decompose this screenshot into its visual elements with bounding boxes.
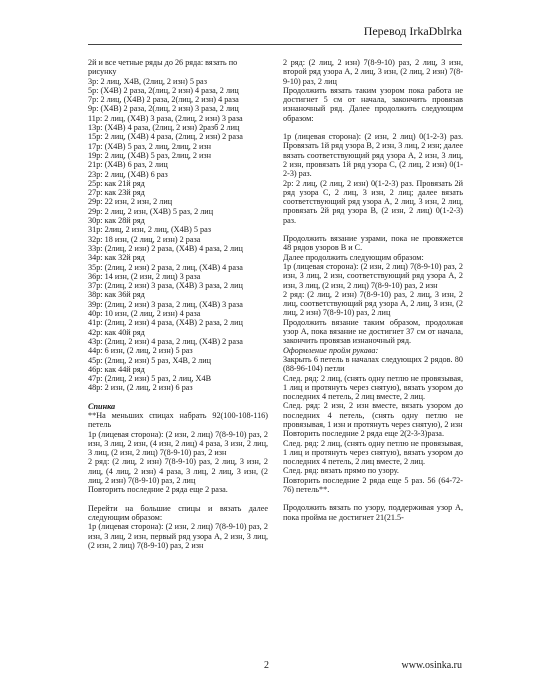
text-line: 33р: (2лиц, 2 изн) 2 раза, (Х4В) 4 раза, 2 лиц [88,243,243,253]
right-column [283,58,463,522]
text-line: 9р: (Х4В) 2 раза, 2(лиц, 2 изн) 3 раза, 2 лиц [88,104,239,114]
text-line: 1р (лицевая сторона): (2 изн, 2 лиц) 7(8-9-10) раз, 2 изн, 3 лиц, 2 изн, первый ряд узора А, 2 изн, 3 лиц, (2 изн, 2 лиц) 7(8-9-10) раз, 2 изн [88,522,268,550]
text-line: 27р: как 23й ряд [88,188,145,198]
text-line: Продолжить вязать по узору, поддерживая узор А, пока пройма не достигнет 21(21.5- [283,503,463,522]
text-line: 1р (лицевая сторона): (2 изн, 2 лиц) 0(1-2-3) раз. Провязать 1й ряд узора В, 2 изн, 3 лиц, 2 изн; далее вязать соответствующий ряд узора А, 2 изн, 3 лиц, 2 изн, провязать 1й ряд узора С, (2 лиц, 2 изн) 0(1-2-3) раз. [283,132,463,179]
text-line: 2 ряд: (2 лиц, 2 изн) 7(8-9-10) раз, 2 лиц, 3 изн, 2 лиц, (4 лиц, 2 изн) 4 раза, 3 лиц, 2 лиц, 3 изн, (2 лиц, 2 изн) 7(8-9-10) раз, 2 лиц [88,457,268,486]
text-line: 36р: 14 изн, (2 изн, 2 лиц) 3 раза [88,271,201,281]
text-line: 2р: 2 лиц, (2 лиц, 2 изн) 0(1-2-3) раз. Провязать 2й ряд узора С, 2 лиц, 3 изн, 2 лиц; далее вязать соответствующий ряд узора А, 2 лиц, 3 изн, 2 лиц, провязать 2й ряд узора В, (2 изн, 2 лиц) 0(1-2-3) раз. [283,178,463,225]
right-text [283,58,463,346]
text-line: рисунку [88,67,117,77]
blank-line [283,494,463,503]
text-line: 2 ряд: (2 лиц, 2 изн) 7(8-9-10) раз, 2 лиц, 3 изн, 2 лиц, соответствующий ряд узора А, 2 лиц, 3 изн, (2 лиц, 2 изн) 7(8-9-10) раз, 2 лиц [283,289,463,318]
text-line: 13р: (Х4В) 4 раза, (2лиц, 2 изн) 2разб 2 лиц [88,123,240,133]
text-line: 46р: как 44й ряд [88,364,145,374]
left-column [88,58,268,550]
site-url: www.osinka.ru [401,660,462,671]
text-line: Продолжить вязание таким образом, продолжая узор А, пока вязание не достигнет 37 см от начала, закончить провязав изнаночный ряд. [283,317,463,346]
text-line: 3р: 2 лиц, Х4В, (2лиц, 2 изн) 5 раз [88,76,207,86]
text-line: 34р: как 32й ряд [88,253,145,263]
text-line: 23р: 2 лиц, (Х4В) 6 раз [88,169,168,179]
pattern-rows [88,58,268,393]
text-line: 39р: (2лиц, 2 изн) 3 раза, 2 лиц, (Х4В) 3 раза [88,299,243,309]
text-line: 29р: 22 изн, 2 изн, 2 лиц [88,197,173,207]
text-line: 32р: 18 изн, (2 лиц, 2 изн) 2 раза [88,234,201,244]
text-line: 43р: (2лиц, 2 изн) 4 раза, 2 лиц, (Х4В) 2 раза [88,336,243,346]
armhole-title: Оформление пройм рукава: [283,345,379,355]
text-line: 37р: (2лиц, 2 изн) 3 раза, (Х4В) 3 раза, 2 лиц [88,281,243,291]
text-line: Продолжить вязать таким узором пока работа не достигнет 5 см от начала, закончить провязав изнаночный ряд. Далее продолжить следующим образом: [283,85,463,123]
section-title-back: Спинка [88,401,116,411]
blank-line [283,225,463,234]
text-line: **На меньших спицах набрать 92(100-108-116) петель [88,410,268,430]
text-line: 47р: (2лиц, 2 изн) 5 раз, 2 лиц, Х4В [88,374,212,384]
text-line: 21р: (Х4В) 6 раз, 2 лиц [88,160,168,170]
text-line: 42р: как 40й ряд [88,327,145,337]
text-line: 11р: 2 лиц, (Х4В) 3 раза, (2лиц, 2 изн) 3 раза [88,113,243,123]
text-line: 30р: как 28й ряд [88,216,145,226]
text-line: Далее продолжить следующим образом: [283,252,424,262]
text-line: 48р: 2 изн, (2 лиц, 2 изн) 6 раз [88,383,193,393]
text-line: 35р: (2лиц, 2 изн) 2 раза, 2 лиц, (Х4В) 4 раза [88,262,243,272]
armhole-text [283,355,463,522]
text-line: 2й и все четные ряды до 26 ряда: вязать по [88,58,238,67]
blank-line [88,495,268,504]
text-line: След. ряд: 2 изн, 2 изн вместе, вязать узором до последних 4 петель, (снять одну петлю не провязывая, 1 изн и протянуть через снятую), 2 изн [283,401,463,429]
text-line: 15р: 2 лиц, (Х4В) 4 раза, (2лиц, 2 изн) 2 раза [88,132,243,142]
text-line: 45р: (2лиц, 2 изн) 5 раз, Х4В, 2 лиц [88,355,212,365]
blank-line [283,123,463,132]
text-line: 2 ряд: (2 лиц, 2 изн) 7(8-9-10) раз, 2 лиц, 3 изн, второй ряд узора А, 2 лиц, 3 изн, (2 лиц, 2 изн) 7(8-9-10) раз, 2 лиц [283,58,463,86]
text-line: 17р: (Х4В) 5 раз, 2 лиц, 2лиц, 2 изн [88,141,212,151]
text-line: След. ряд: 2 лиц, (снять одну петлю не провязывая, 1 лиц и протянуть через снятую), вязать узором до последних 4 петель, 2 лиц вместе, 2 лиц. [283,373,463,402]
text-line: Повторить последние 2 ряда еще 2 раза. [88,485,228,495]
text-line: 29р: 2 лиц, 2 изн, (Х4В) 5 раз, 2 лиц [88,206,214,216]
text-line: 44р: 6 изн, (2 лиц, 2 изн) 5 раз [88,346,193,356]
text-line: 38р: как 36й ряд [88,290,145,300]
header-title: Перевод IrkaDblrka [363,24,462,38]
page-footer [88,660,462,674]
text-line: 1р (лицевая сторона): (2 изн, 2 лиц) 7(8-9-10) раз, 2 изн, 3 лиц, 2 изн, (4 изн, 2 лиц) 4 раза, 3 изн, 2 лиц, 3 лиц, (2 изн, 2 лиц) 7(8-9-10) раз, 2 изн [88,429,268,458]
text-line: Продолжить вязание узрами, пока не провяжется 48 рядов узоров В и С. [283,234,463,253]
text-line: След. ряд: 2 лиц, (снять одну петлю не провязывая, 1 лиц и протянуть через снятую), вязать узором до последних 4 петель, 2 лиц вместе, 2 лиц. [283,438,463,467]
text-line: След. ряд: вязать прямо по узору. [283,466,399,476]
text-line: Повторить последние 2 ряда еще 2(2-3-3)раза. [283,429,444,439]
text-line: Перейти на большие спицы и вязать далее следующим образом: [88,503,268,522]
text-line: 25р: как 21й ряд [88,178,145,188]
text-line: Закрыть 6 петель в началах следующих 2 рядов. 80 (88-96-104) петли [283,354,463,374]
text-line: 7р: 2 лиц, (Х4В) 2 раза, 2(лиц, 2 изн) 4 раза [88,95,239,105]
back-section-text [88,411,268,550]
text-line: 19р: 2 лиц, (Х4В) 5 раз, 2лиц, 2 изн [88,150,212,160]
text-line: 1р (лицевая сторона): (2 изн, 2 лиц) 7(8-9-10) раз, 2 изн, 3 лиц, 2 изн, соответствующий ряд узора А, 2 изн, 3 лиц, (2 изн, 2 лиц) 7(8-9-10) раз, 2 изн [283,261,463,290]
text-line: 41р: (2лиц, 2 изн) 4 раза, (Х4В) 2 раза, 2 лиц [88,318,243,328]
text-line: 40р: 10 изн, (2 лиц, 2 изн) 4 раза [88,309,201,319]
page-header [88,22,462,45]
page-number: 2 [264,660,269,671]
text-line: 5р: (Х4В) 2 раза, 2(лиц, 2 изн) 4 раза, 2 лиц [88,85,239,95]
text-line: Повторить последние 2 ряда еще 5 раз. 56 (64-72-76) петель**. [283,475,463,495]
text-line: 31р: 2лиц, 2 изн, 2 лиц, (Х4В) 5 раз [88,225,212,235]
